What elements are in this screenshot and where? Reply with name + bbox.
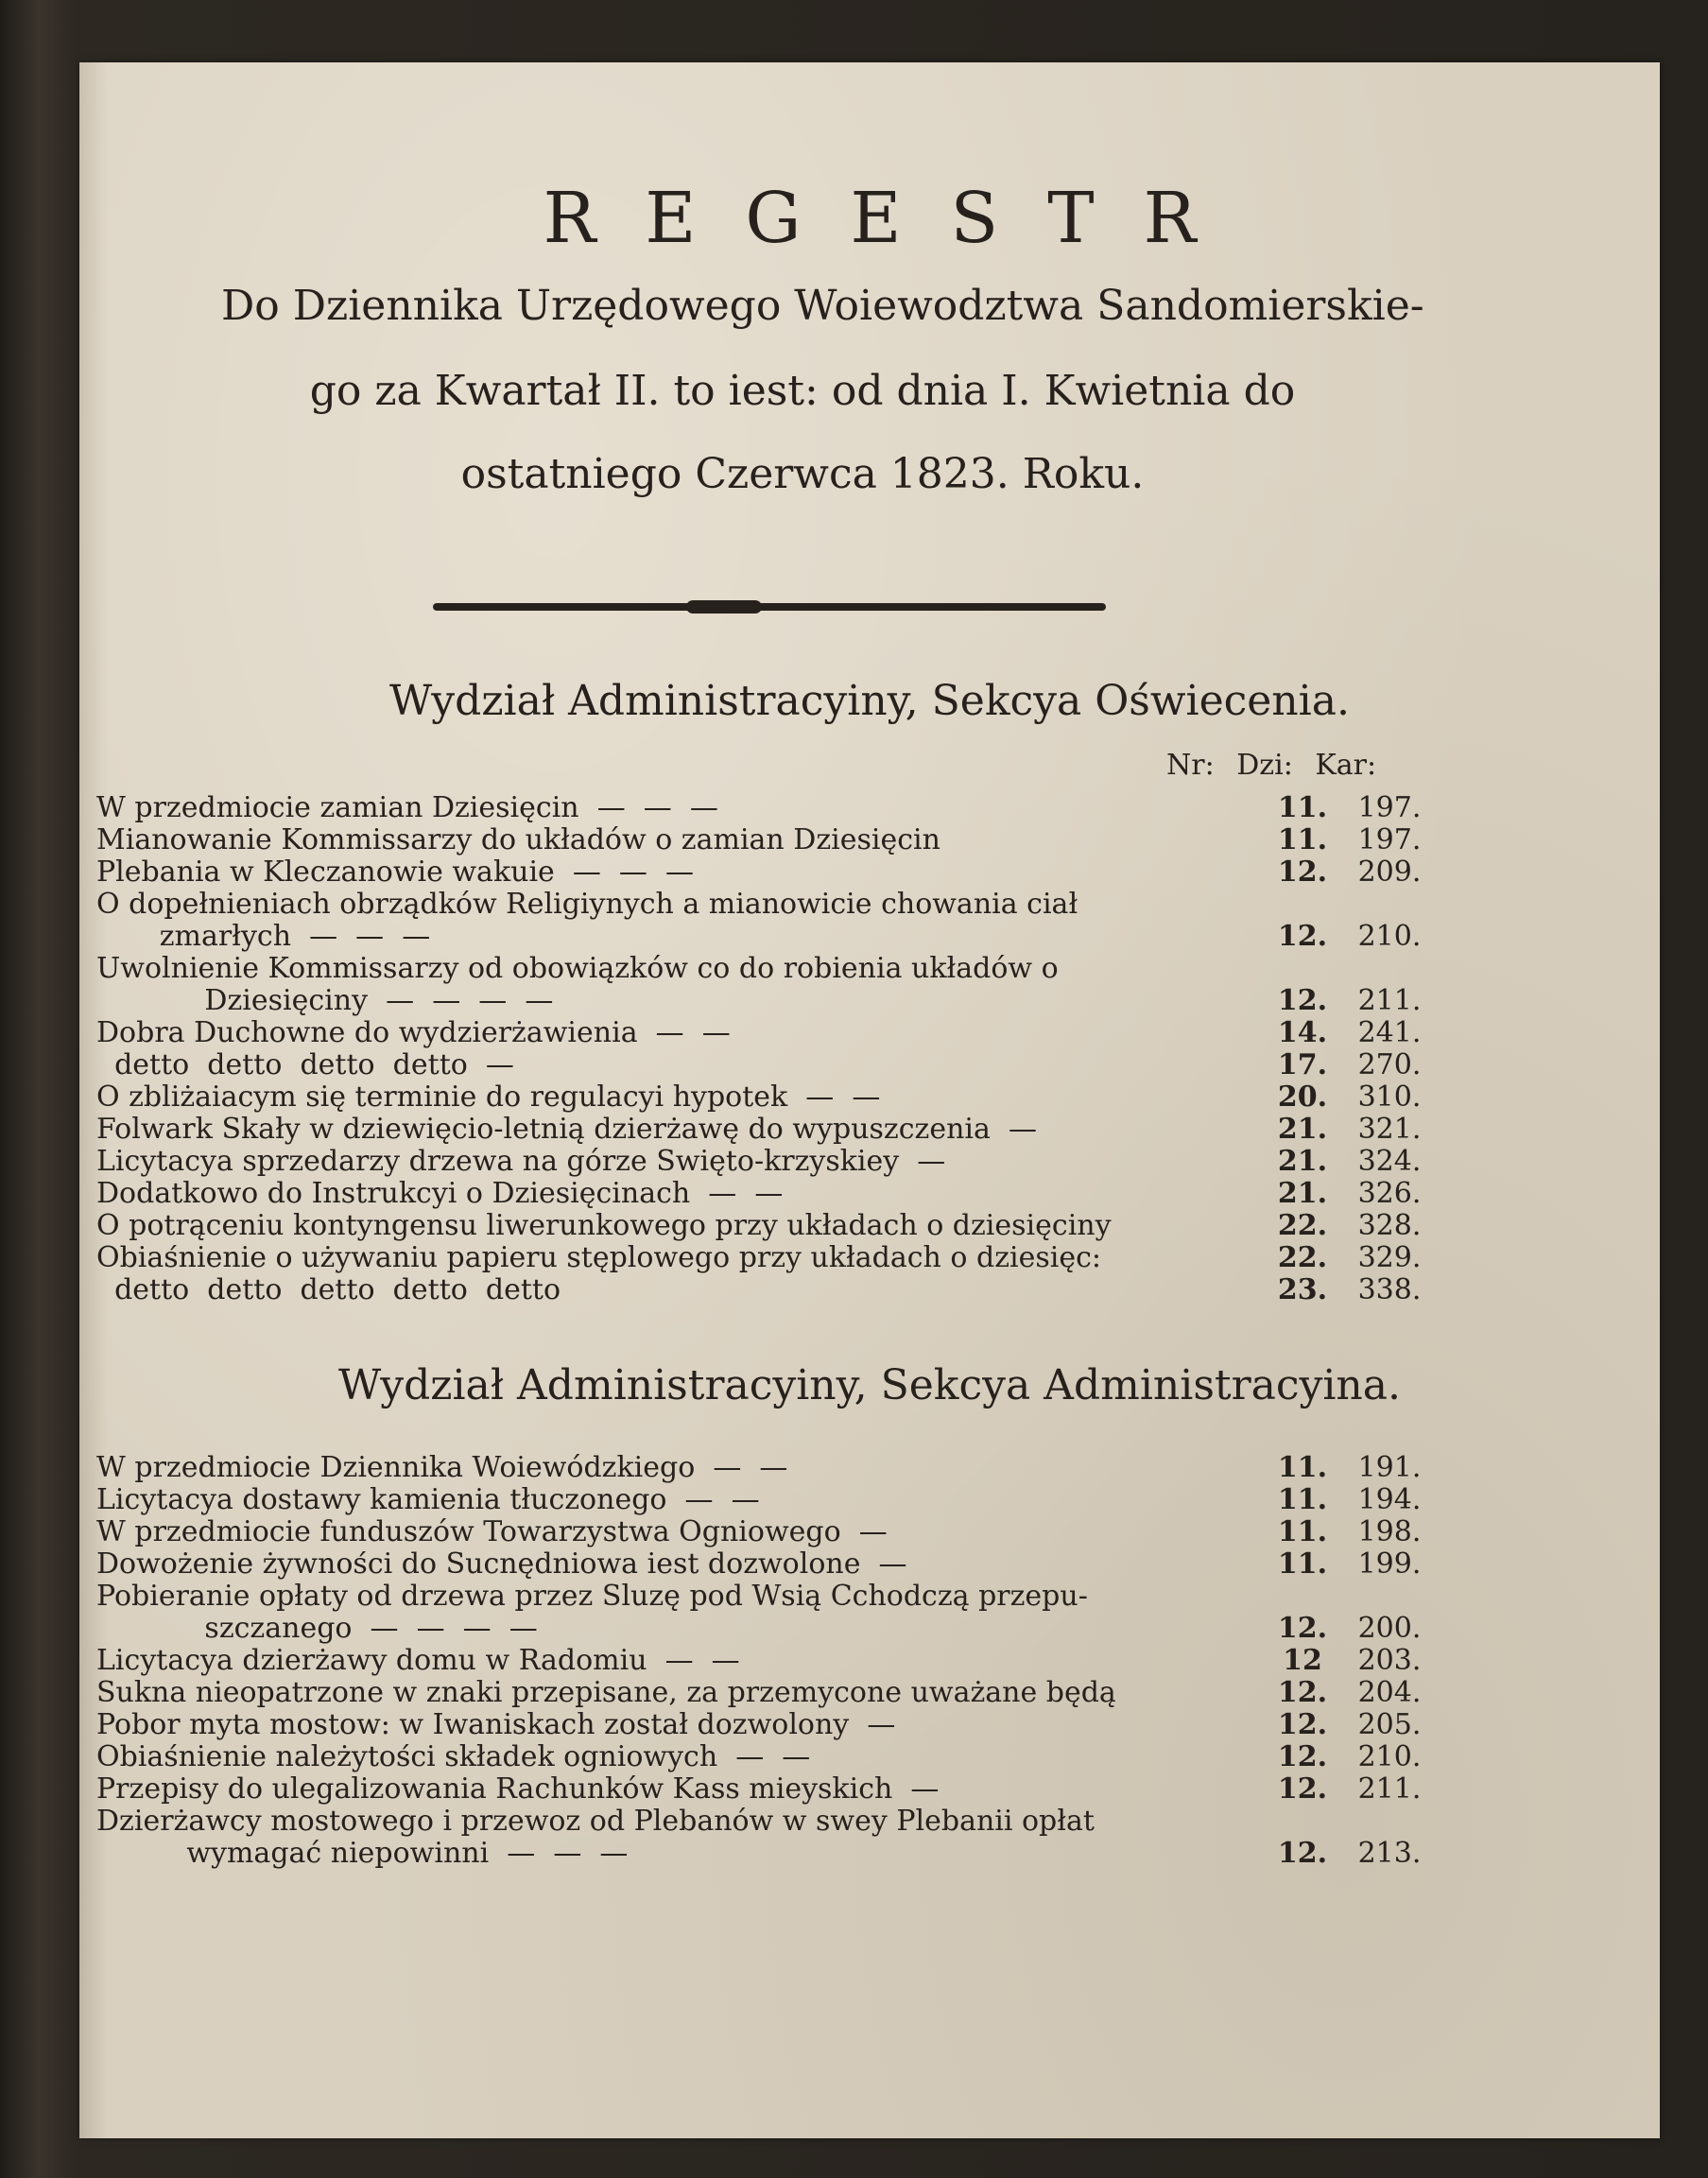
entry-text: Licytacya dostawy kamienia tłuczonego — — xyxy=(96,1484,760,1516)
subtitle-line-3: ostatniego Czerwca 1823. Roku. xyxy=(460,450,1145,498)
entry-page: 209. xyxy=(1357,856,1422,889)
entry-page: 197. xyxy=(1357,791,1422,824)
page-title: REGESTR xyxy=(543,178,1246,259)
entry-number: 23. xyxy=(1277,1273,1328,1306)
register-entry xyxy=(96,953,1450,985)
register-entry xyxy=(96,1773,1450,1806)
entry-text: O zbliżaiacym się terminie do regulacyi hypotek — — xyxy=(96,1081,881,1114)
entry-number: 12. xyxy=(1277,1676,1328,1709)
entry-number: 17. xyxy=(1277,1048,1328,1081)
register-entry xyxy=(96,856,1450,889)
entry-text: Pobor myta mostow: w Iwaniskach został dozwolony — xyxy=(96,1709,896,1741)
entry-text: O dopełnieniach obrządków Religiynych a mianowicie chowania ciał xyxy=(96,889,1078,921)
subtitle-line-1: Do Dziennika Urzędowego Woiewodztwa Sandomierskie- xyxy=(221,282,1424,330)
entry-page: 210. xyxy=(1357,920,1422,953)
entry-page: 197. xyxy=(1357,823,1422,856)
entry-number: 21. xyxy=(1277,1177,1328,1210)
entry-text: Licytacya dzierżawy domu w Radomiu — — xyxy=(96,1645,740,1677)
register-entry xyxy=(96,1484,1450,1516)
entry-number: 11. xyxy=(1277,1451,1328,1484)
entry-page: 270. xyxy=(1357,1048,1422,1081)
entry-number: 12. xyxy=(1277,1708,1328,1741)
entry-number: 12. xyxy=(1277,856,1328,889)
entry-text: W przedmiocie zamian Dziesięcin — — — xyxy=(96,792,718,824)
register-entry xyxy=(96,1806,1450,1838)
entry-page: 321. xyxy=(1357,1113,1422,1146)
entry-number: 12. xyxy=(1277,1837,1328,1870)
entry-text: Dobra Duchowne do wydzierżawienia — — xyxy=(96,1017,731,1049)
entry-page: 200. xyxy=(1357,1612,1422,1645)
subtitle-line-2: go za Kwartał II. to iest: od dnia I. Kwietnia do xyxy=(309,367,1296,415)
entry-number: 12 xyxy=(1283,1644,1322,1677)
entry-page: 203. xyxy=(1357,1644,1422,1677)
entry-number: 12. xyxy=(1277,920,1328,953)
section2-heading: Wydział Administracyiny, Sekcya Administracyina. xyxy=(338,1361,1401,1409)
entry-number: 22. xyxy=(1277,1209,1328,1242)
entry-page: 329. xyxy=(1357,1241,1422,1274)
register-entry xyxy=(96,1081,1450,1114)
entry-text: Dzierżawcy mostowego i przewoz od Plebanów w swey Plebanii opłat xyxy=(96,1806,1095,1838)
section2-entries xyxy=(96,1452,1450,1870)
register-entry xyxy=(96,889,1450,921)
section1-heading: Wydział Administracyiny, Sekcya Oświecenia. xyxy=(389,677,1350,725)
entry-text: Uwolnienie Kommissarzy od obowiązków co do robienia układów o xyxy=(96,953,1059,985)
entry-number: 11. xyxy=(1277,791,1328,824)
register-entry xyxy=(96,1178,1450,1210)
entry-text: Folwark Skały w dziewięcio-letnią dzierżawę do wypuszczenia — xyxy=(96,1114,1037,1146)
register-entry xyxy=(96,921,1450,953)
entry-page: 205. xyxy=(1357,1708,1422,1741)
entry-number: 11. xyxy=(1277,1483,1328,1516)
register-entry xyxy=(96,1210,1450,1242)
register-entry xyxy=(96,1741,1450,1773)
entry-number: 11. xyxy=(1277,823,1328,856)
entry-text: detto detto detto detto — xyxy=(96,1049,514,1081)
entry-text: Sukna nieopatrzone w znaki przepisane, za przemycone uważane będą xyxy=(96,1677,1116,1709)
col-kar: Kar: xyxy=(1315,749,1377,782)
entry-text: W przedmiocie funduszów Towarzystwa Ogniowego — xyxy=(96,1516,888,1548)
entry-text: zmarłych — — — xyxy=(96,921,431,953)
entry-number: 12. xyxy=(1277,984,1328,1017)
entry-text: Pobieranie opłaty od drzewa przez Sluzę pod Wsią Cchodczą przepu- xyxy=(96,1581,1088,1613)
entry-page: 213. xyxy=(1357,1837,1422,1870)
entry-text: Obiaśnienie należytości składek ogniowych — — xyxy=(96,1741,811,1773)
entry-text: Obiaśnienie o używaniu papieru stęplowego przy układach o dziesięc: xyxy=(96,1242,1102,1274)
entry-page: 199. xyxy=(1357,1547,1422,1581)
entry-number: 21. xyxy=(1277,1145,1328,1178)
register-entry xyxy=(96,1017,1450,1049)
register-entry xyxy=(96,1146,1450,1178)
entry-number: 11. xyxy=(1277,1547,1328,1581)
entry-text: wymagać niepowinni — — — xyxy=(96,1838,629,1870)
entry-text: Mianowanie Kommissarzy do układów o zamian Dziesięcin xyxy=(96,824,940,856)
register-entry xyxy=(96,1677,1450,1709)
entry-text: Dowożenie żywności do Sucnędniowa iest dozwolone — xyxy=(96,1548,907,1581)
entry-number: 11. xyxy=(1277,1515,1328,1548)
entry-page: 194. xyxy=(1357,1483,1422,1516)
section1-entries xyxy=(96,792,1450,1306)
register-entry xyxy=(96,1645,1450,1677)
entry-text: W przedmiocie Dziennika Woiewódzkiego — — xyxy=(96,1452,788,1484)
entry-page: 324. xyxy=(1357,1145,1422,1178)
entry-page: 211. xyxy=(1357,1772,1422,1806)
entry-page: 326. xyxy=(1357,1177,1422,1210)
entry-page: 204. xyxy=(1357,1676,1422,1709)
entry-number: 14. xyxy=(1277,1016,1328,1049)
register-entry xyxy=(96,1581,1450,1613)
entry-page: 310. xyxy=(1357,1080,1422,1114)
entry-text: Licytacya sprzedarzy drzewa na górze Swięto-krzyskiey — xyxy=(96,1146,946,1178)
entry-text: szczanego — — — — xyxy=(96,1613,538,1645)
entry-page: 338. xyxy=(1357,1273,1422,1306)
document-page xyxy=(79,62,1660,2138)
entry-text: detto detto detto detto detto xyxy=(96,1274,561,1306)
entry-text: Przepisy do ulegalizowania Rachunków Kass mieyskich — xyxy=(96,1773,940,1806)
entry-page: 328. xyxy=(1357,1209,1422,1242)
entry-number: 22. xyxy=(1277,1241,1328,1274)
entry-page: 198. xyxy=(1357,1515,1422,1548)
decorative-rule xyxy=(433,603,1106,611)
entry-page: 210. xyxy=(1357,1740,1422,1773)
entry-number: 21. xyxy=(1277,1113,1328,1146)
register-entry xyxy=(96,824,1450,856)
entry-number: 12. xyxy=(1277,1772,1328,1806)
register-entry xyxy=(96,1838,1450,1870)
register-entry xyxy=(96,1709,1450,1741)
register-entry xyxy=(96,792,1450,824)
register-entry xyxy=(96,1242,1450,1274)
entry-number: 12. xyxy=(1277,1612,1328,1645)
register-entry xyxy=(96,1548,1450,1581)
register-entry xyxy=(96,1274,1450,1306)
col-nr: Nr: xyxy=(1166,749,1215,782)
entry-page: 211. xyxy=(1357,984,1422,1017)
column-headers xyxy=(1166,749,1389,782)
entry-text: Dziesięciny — — — — xyxy=(96,985,554,1017)
entry-page: 241. xyxy=(1357,1016,1422,1049)
register-entry xyxy=(96,1049,1450,1081)
register-entry xyxy=(96,1516,1450,1548)
entry-text: Plebania w Kleczanowie wakuie — — — xyxy=(96,856,695,889)
register-entry xyxy=(96,1613,1450,1645)
entry-text: O potrąceniu kontyngensu liwerunkowego przy układach o dziesięciny xyxy=(96,1210,1112,1242)
register-entry xyxy=(96,1452,1450,1484)
entry-number: 20. xyxy=(1277,1080,1328,1114)
col-dzi: Dzi: xyxy=(1236,749,1293,782)
register-entry xyxy=(96,1114,1450,1146)
entry-text: Dodatkowo do Instrukcyi o Dziesięcinach — — xyxy=(96,1178,784,1210)
entry-page: 191. xyxy=(1357,1451,1422,1484)
entry-number: 12. xyxy=(1277,1740,1328,1773)
register-entry xyxy=(96,985,1450,1017)
